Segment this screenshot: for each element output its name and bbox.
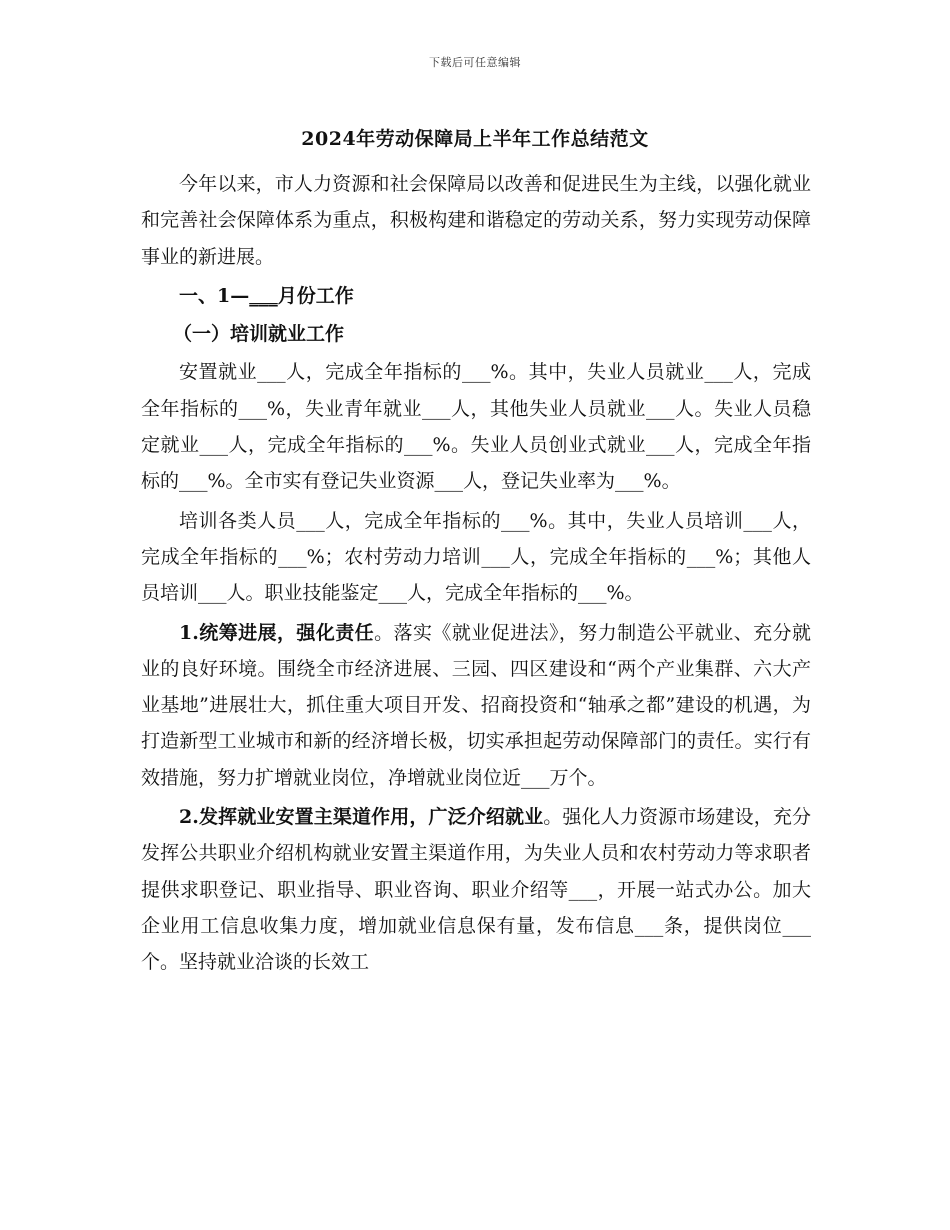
item-2-lead: 2.发挥就业安置主渠道作用，广泛介绍就业 (179, 806, 544, 829)
item-1-lead: 1.统筹进展，强化责任 (179, 621, 375, 644)
document-body (141, 166, 811, 984)
page-title: 2024年劳动保障局上半年工作总结范文 (301, 128, 649, 150)
item-paragraph-1 (141, 615, 811, 796)
section-heading (141, 278, 811, 314)
item-paragraph-2 (141, 799, 811, 980)
header-note: 下载后可任意编辑 (429, 56, 521, 69)
item-1-body: 。落实《就业促进法》，努力制造公平就业、充分就业的良好环境。围绕全市经济进展、三园、四区建设和“两个产业集群、六大产业基地”进展壮大，抓住重大项目开发、招商投资和“轴承之都”建设的机遇，为打造新型工业城市和新的经济增长极，切实承担起劳动保障部门的责任。实行有效措施，努力扩增就业岗位，净增就业岗位近___万个。 (141, 621, 811, 789)
section-heading-suffix: 月份工作 (277, 284, 354, 307)
training-paragraph: 培训各类人员___人，完成全年指标的___%。其中，失业人员培训___人，完成全年指标的___%；农村劳动力培训___人，完成全年指标的___%；其他人员培训___人。职业技能鉴定___人，完成全年指标的___%。 (141, 509, 811, 605)
employment-paragraph: 安置就业___人，完成全年指标的___%。其中，失业人员就业___人，完成全年指标的___%，失业青年就业___人，其他失业人员就业___人。失业人员稳定就业___人，完成全年指标的___%。失业人员创业式就业___人，完成全年指标的___%。全市实有登记失业资源___人，登记失业率为___%。 (141, 361, 811, 493)
item-2-body: 。强化人力资源市场建设，充分发挥公共职业介绍机构就业安置主渠道作用，为失业人员和农村劳动力等求职者提供求职登记、职业指导、职业咨询、职业介绍等___，开展一站式办公。加大企业用工信息收集力度，增加就业信息保有量，发布信息___条，提供岗位___个。坚持就业洽谈的长效工 (141, 806, 811, 974)
section-heading-blank: ___ (249, 284, 278, 307)
subsection-heading: （一）培训就业工作 (173, 323, 345, 346)
intro-paragraph: 今年以来，市人力资源和社会保障局以改善和促进民生为主线，以强化就业和完善社会保障体系为重点，积极构建和谐稳定的劳动关系，努力实现劳动保障事业的新进展。 (141, 173, 811, 268)
section-heading-prefix: 一、1— (179, 284, 250, 307)
